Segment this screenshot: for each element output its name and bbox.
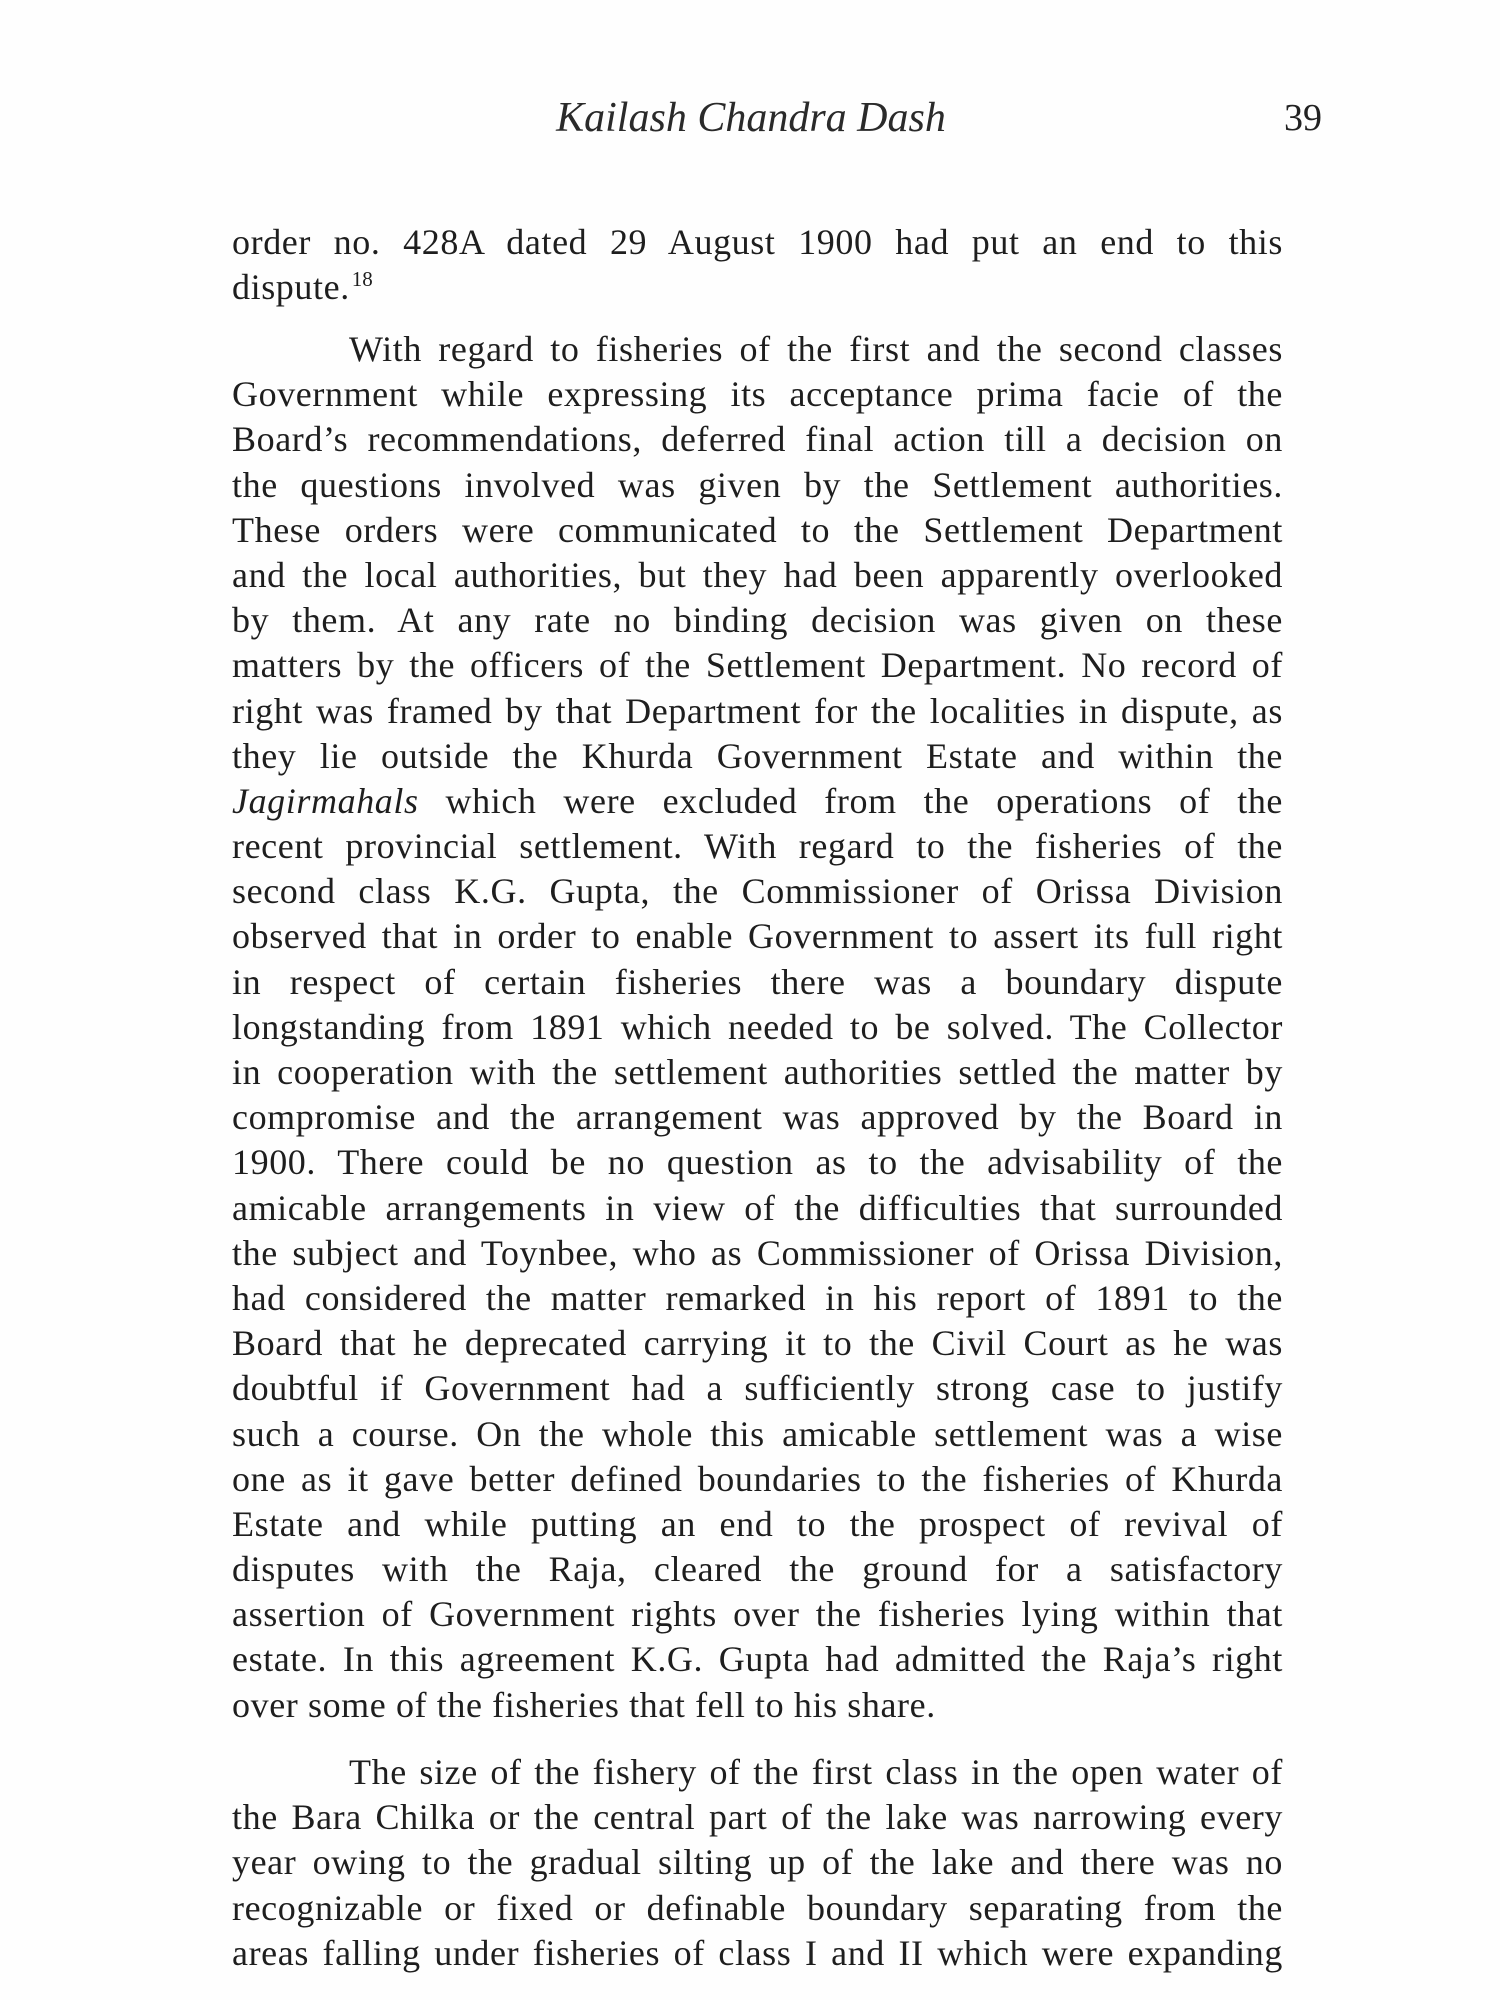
- text-line: recent provincial settlement. With regard to the fisheries of the: [232, 826, 1283, 867]
- text-segment: which were excluded from the operations of the: [418, 780, 1283, 821]
- text-line: assertion of Government rights over the fisheries lying within that: [232, 1594, 1283, 1635]
- text-line: disputes with the Raja, cleared the ground for a satisfactory: [232, 1549, 1283, 1590]
- text-line: and the local authorities, but they had been apparently overlooked: [232, 554, 1283, 595]
- paragraph-continuation: [232, 220, 1283, 310]
- text-line: estate. In this agreement K.G. Gupta had admitted the Raja’s right: [232, 1639, 1283, 1680]
- text-line: Board’s recommendations, deferred final action till a decision on: [232, 419, 1283, 460]
- text-line: These orders were communicated to the Settlement Department: [232, 509, 1283, 550]
- text-line: the subject and Toynbee, who as Commissioner of Orissa Division,: [232, 1232, 1283, 1273]
- text-line: recognizable or fixed or definable boundary separating from the: [232, 1887, 1283, 1928]
- text-line: year owing to the gradual silting up of the lake and there was no: [232, 1842, 1283, 1883]
- text-line: matters by the officers of the Settlement Department. No record of: [232, 645, 1283, 686]
- text-line: by them. At any rate no binding decision was given on these: [232, 600, 1283, 641]
- text-line: such a course. On the whole this amicable settlement was a wise: [232, 1413, 1283, 1454]
- text-line: Estate and while putting an end to the prospect of revival of: [232, 1503, 1283, 1544]
- text-line: Board that he deprecated carrying it to the Civil Court as he was: [232, 1323, 1283, 1364]
- text-line: [232, 779, 1283, 824]
- text-line: second class K.G. Gupta, the Commissioner of Orissa Division: [232, 871, 1283, 912]
- paragraph-first-class-fishery: [232, 1750, 1283, 1976]
- text-line: the questions involved was given by the Settlement authorities.: [232, 464, 1283, 505]
- footnote-reference[interactable]: 18: [351, 267, 373, 292]
- text-line: doubtful if Government had a sufficiently strong case to justify: [232, 1368, 1283, 1409]
- text-line: The size of the fishery of the first class in the open water of: [349, 1752, 1283, 1792]
- text-line: 1900. There could be no question as to the advisability of the: [232, 1142, 1283, 1183]
- text-line: compromise and the arrangement was approved by the Board in: [232, 1097, 1283, 1138]
- text-line: observed that in order to enable Government to assert its full right: [232, 916, 1283, 957]
- text-line: amicable arrangements in view of the difficulties that surrounded: [232, 1187, 1283, 1228]
- page-number: 39: [1284, 97, 1322, 139]
- text-line: in cooperation with the settlement authorities settled the matter by: [232, 1052, 1283, 1092]
- text-line: [232, 265, 1283, 310]
- text-line: With regard to fisheries of the first and the second classes: [349, 329, 1283, 369]
- paragraph-fisheries-settlement: [232, 327, 1283, 1728]
- emphasized-term: Jagirmahals: [232, 780, 419, 821]
- body-text: [232, 0, 1283, 2000]
- text-line: one as it gave better defined boundaries to the fisheries of Khurda: [232, 1458, 1283, 1499]
- text-line: areas falling under fisheries of class I and II which were expanding: [232, 1932, 1283, 1973]
- text-line: right was framed by that Department for the localities in dispute, as: [232, 690, 1283, 731]
- text-line: had considered the matter remarked in his report of 1891 to the: [232, 1277, 1283, 1318]
- text-line: in respect of certain fisheries there was a boundary dispute: [232, 961, 1283, 1002]
- text-line: the Bara Chilka or the central part of the lake was narrowing every: [232, 1797, 1283, 1838]
- text-line: longstanding from 1891 which needed to be solved. The Collector: [232, 1006, 1283, 1047]
- text-line: over some of the fisheries that fell to his share.: [232, 1684, 936, 1725]
- text-line: order no. 428A dated 29 August 1900 had put an end to this: [232, 222, 1283, 262]
- text-line: Government while expressing its acceptance prima facie of the: [232, 374, 1283, 415]
- text-line: they lie outside the Khurda Government Estate and within the: [232, 735, 1283, 776]
- running-title: Kailash Chandra Dash: [556, 95, 946, 141]
- text-segment: dispute.: [232, 267, 350, 308]
